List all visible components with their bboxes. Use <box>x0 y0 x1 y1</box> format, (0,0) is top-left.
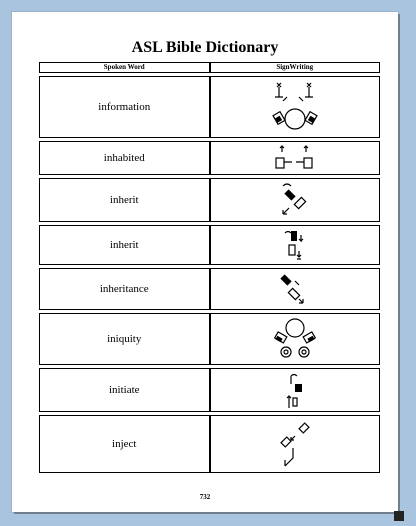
signwriting-iniquity-icon <box>270 316 320 362</box>
table-row <box>39 141 380 175</box>
spoken-word: inheritance <box>39 268 210 310</box>
signwriting-initiate-icon <box>277 370 313 410</box>
table-row <box>39 178 380 222</box>
sign-cell <box>210 225 381 265</box>
signwriting-inherit-2-icon <box>275 227 315 263</box>
table-row <box>39 268 380 310</box>
sign-cell <box>210 313 381 365</box>
sign-cell <box>210 141 381 175</box>
column-header-spoken-word: Spoken Word <box>39 62 210 73</box>
sign-cell <box>210 76 381 138</box>
spoken-word: inject <box>39 415 210 473</box>
signwriting-information-icon <box>265 79 325 135</box>
sign-cell <box>210 368 381 412</box>
table-row <box>39 313 380 365</box>
column-header-signwriting: SignWriting <box>210 62 381 73</box>
table-row <box>39 76 380 138</box>
signwriting-inject-icon <box>273 418 317 470</box>
spoken-word: inherit <box>39 178 210 222</box>
signwriting-inheritance-icon <box>275 269 315 309</box>
spoken-word: iniquity <box>39 313 210 365</box>
table-header-row <box>39 62 380 73</box>
signwriting-inhabited-icon <box>270 144 320 172</box>
spoken-word: initiate <box>39 368 210 412</box>
page-number: 732 <box>199 493 211 501</box>
dictionary-table <box>39 59 380 476</box>
table-row <box>39 225 380 265</box>
table-row <box>39 415 380 473</box>
spoken-word: inhabited <box>39 141 210 175</box>
table-row <box>39 368 380 412</box>
document-page <box>12 12 398 512</box>
sign-cell <box>210 415 381 473</box>
page-title: ASL Bible Dictionary <box>131 39 279 56</box>
resize-handle[interactable] <box>394 511 404 521</box>
sign-cell <box>210 268 381 310</box>
spoken-word: inherit <box>39 225 210 265</box>
spoken-word: information <box>39 76 210 138</box>
sign-cell <box>210 178 381 222</box>
signwriting-inherit-1-icon <box>275 180 315 220</box>
